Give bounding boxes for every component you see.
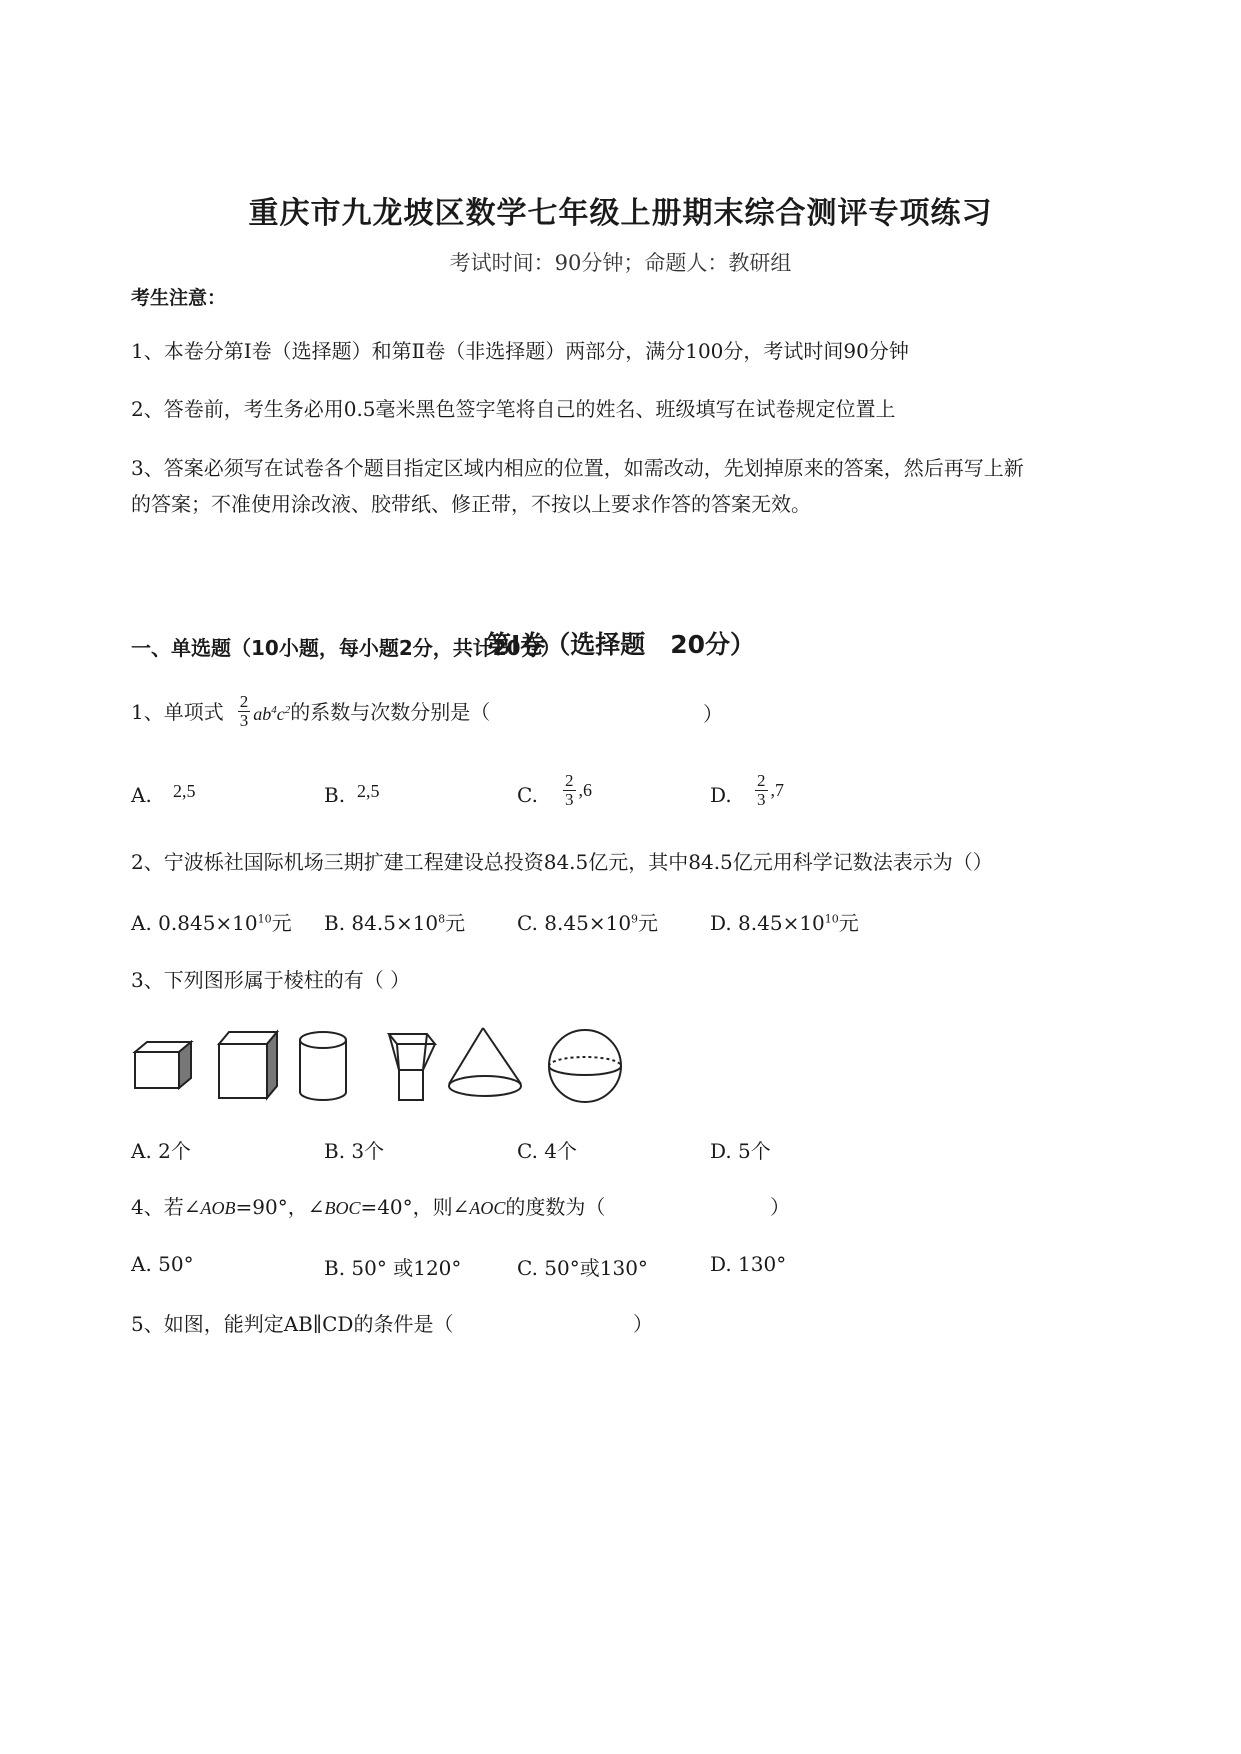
q1-option-b-label: B.	[324, 783, 346, 807]
q1-option-b: 2,5	[357, 781, 380, 801]
part-heading: 一、单选题（10小题，每小题2分，共计20分）	[131, 636, 561, 660]
q1-option-d: $\frac{2}{3}$ ,7	[757, 771, 784, 809]
q4-option-b: B. 50° 或120°	[324, 1256, 462, 1280]
notice-item-1: 1、本卷分第I卷（选择题）和第Ⅱ卷（非选择题）两部分，满分100分，考试时间90分钟	[131, 339, 909, 363]
cube-icon	[219, 1032, 277, 1098]
question-2: 2、宁波栎社国际机场三期扩建工程建设总投资84.5亿元，其中84.5亿元用科学记数法表示为（）	[131, 850, 993, 874]
sphere-icon	[549, 1030, 621, 1102]
q1-prefix: 1、单项式	[131, 699, 224, 724]
q1-option-a-label: A.	[131, 783, 152, 807]
q1-option-c: $\frac{2}{3}$ ,6	[565, 771, 592, 809]
q5-close-paren: ）	[633, 1312, 653, 1336]
q2-option-c: C. $8.45\times 10^9$元	[517, 911, 659, 935]
q4-option-d: D. 130°	[710, 1252, 787, 1276]
cuboid-icon	[135, 1042, 191, 1088]
q2-option-b: B. $84.5\times 10^8$元	[324, 911, 466, 935]
notice-heading: 考生注意：	[131, 287, 227, 309]
q1-monomial: $ab^4c^2$	[253, 703, 291, 724]
exam-subtitle: 考试时间：90分钟；命题人：教研组	[449, 251, 792, 275]
question-5: 5、如图，能判定AB∥CD的条件是（	[131, 1312, 454, 1336]
q3-option-b: B. 3个	[324, 1139, 385, 1163]
q1-option-d-label: D.	[710, 783, 732, 807]
q1-fraction: $\frac{2}{3}$	[239, 692, 249, 730]
section-title: 第I卷（选择题 20分）	[485, 630, 756, 659]
q4-close-paren: ）	[770, 1195, 790, 1219]
q4-option-c: C. 50°或130°	[517, 1256, 648, 1280]
question-4: 4、若∠AOB=90°，∠BOC=40°，则∠AOC的度数为（	[131, 1195, 606, 1219]
q3-option-c: C. 4个	[517, 1139, 578, 1163]
q4-option-a: A. 50°	[131, 1252, 194, 1276]
q1-close-paren: ）	[703, 702, 723, 726]
q3-option-d: D. 5个	[710, 1139, 771, 1163]
q3-solid-figures	[125, 1022, 645, 1108]
q2-option-a: A. $0.845\times 10^{10}$元	[131, 911, 292, 935]
notice-item-2: 2、答卷前，考生务必用0.5毫米黑色签字笔将自己的姓名、班级填写在试卷规定位置上	[131, 397, 896, 421]
question-3: 3、下列图形属于棱柱的有（ ）	[131, 968, 411, 992]
notice-item-3: 3、答案必须写在试卷各个题目指定区域内相应的位置，如需改动，先划掉原来的答案，然后再写上新	[131, 456, 1024, 480]
question-1	[131, 693, 490, 730]
q1-option-a: 2,5	[173, 781, 196, 801]
frustum-icon	[389, 1034, 435, 1100]
q1-stem: 的系数与次数分别是（	[290, 699, 491, 724]
q1-option-c-label: C.	[517, 783, 538, 807]
q2-option-d: D. $8.45\times 10^{10}$元	[710, 911, 859, 935]
q3-option-a: A. 2个	[131, 1139, 191, 1163]
page-title: 重庆市九龙坡区数学七年级上册期末综合测评专项练习	[248, 196, 993, 231]
notice-item-3-continued: 的答案；不准使用涂改液、胶带纸、修正带，不按以上要求作答的答案无效。	[131, 492, 811, 516]
cylinder-icon	[300, 1032, 346, 1100]
cone-icon	[449, 1028, 521, 1096]
